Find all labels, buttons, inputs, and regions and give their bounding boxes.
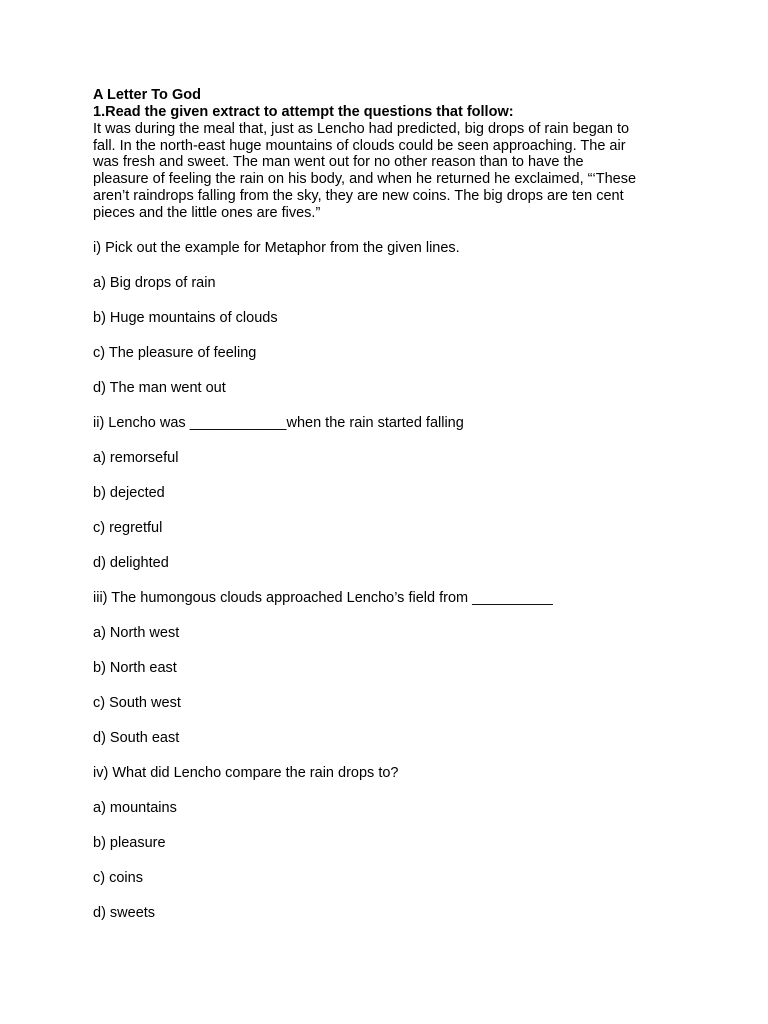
instruction-heading: 1.Read the given extract to attempt the questions that follow:	[93, 104, 514, 120]
answer-option: b) pleasure	[93, 835, 166, 851]
answer-option: c) South west	[93, 695, 181, 711]
passage-line: aren’t raindrops falling from the sky, they are new coins. The big drops are ten cent	[93, 187, 624, 204]
question-prompt: i) Pick out the example for Metaphor from the given lines.	[93, 240, 460, 256]
answer-option: d) delighted	[93, 555, 169, 571]
header-block	[93, 87, 683, 221]
answer-option: d) The man went out	[93, 380, 226, 396]
answer-option: c) coins	[93, 870, 143, 886]
question-prompt: iii) The humongous clouds approached Lencho’s field from __________	[93, 590, 553, 606]
passage-line: pieces and the little ones are fives.”	[93, 204, 321, 221]
passage-line: fall. In the north-east huge mountains of clouds could be seen approaching. The air	[93, 137, 626, 154]
question-prompt: iv) What did Lencho compare the rain drops to?	[93, 765, 399, 781]
answer-option: a) North west	[93, 625, 180, 641]
answer-option: b) dejected	[93, 485, 165, 501]
answer-option: a) remorseful	[93, 450, 179, 466]
passage	[93, 121, 683, 221]
passage-line: pleasure of feeling the rain on his body, and when he returned he exclaimed, “‘These	[93, 171, 637, 188]
answer-option: b) Huge mountains of clouds	[93, 310, 278, 326]
passage-line: was fresh and sweet. The man went out for no other reason than to have the	[93, 154, 584, 171]
question-prompt: ii) Lencho was ____________when the rain started falling	[93, 415, 464, 431]
answer-option: c) The pleasure of feeling	[93, 345, 257, 361]
passage-line: It was during the meal that, just as Lencho had predicted, big drops of rain began to	[93, 121, 630, 137]
answer-option: d) South east	[93, 730, 180, 746]
answer-option: c) regretful	[93, 520, 163, 536]
answer-option: a) Big drops of rain	[93, 275, 216, 291]
document-title: A Letter To God	[93, 87, 201, 103]
answer-option: d) sweets	[93, 905, 156, 921]
answer-option: a) mountains	[93, 800, 177, 816]
answer-option: b) North east	[93, 660, 177, 676]
